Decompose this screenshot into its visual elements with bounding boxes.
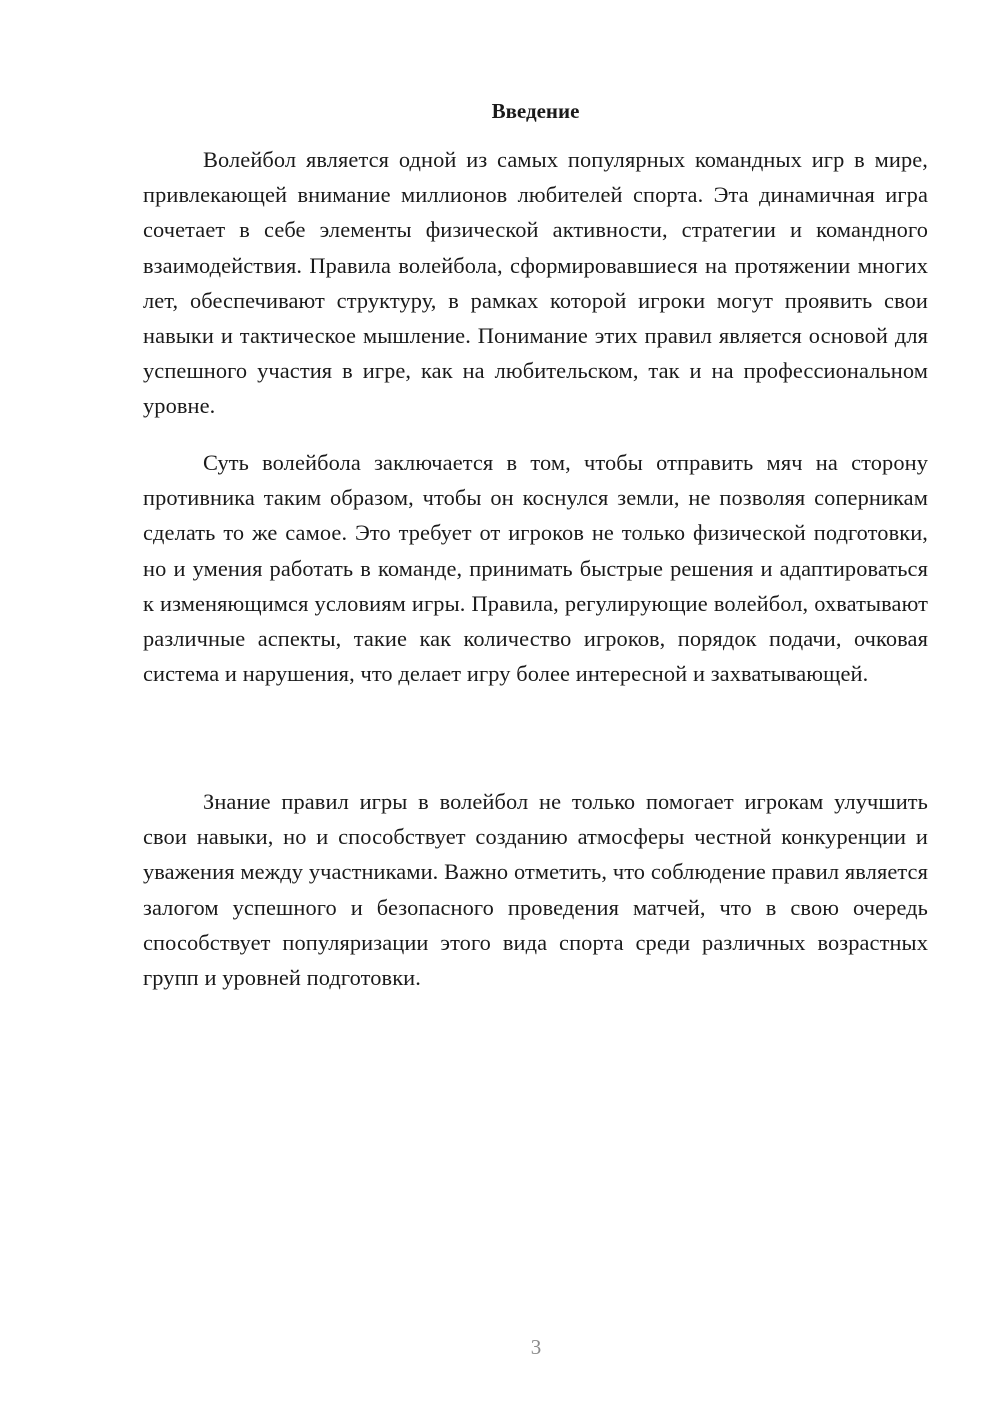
section-heading: Введение — [491, 99, 580, 123]
page-number: 3 — [530, 1335, 542, 1359]
paragraph-1: Волейбол является одной из самых популярных командных игр в мире, привлекающей внимание миллионов любителей спорта. Эта динамичная игра сочетает в себе элементы физической активности, стратегии и командного взаимодействия. Правила волейбола, сформировавшиеся на протяжении многих лет, обеспечивают структуру, в рамках которой игроки могут проявить свои навыки и тактическое мышление. Понимание этих правил является основой для успешного участия в игре, как на любительском, так и на профессиональном уровне. — [143, 147, 928, 419]
paragraph-2: Суть волейбола заключается в том, чтобы отправить мяч на сторону противника таким образом, чтобы он коснулся земли, не позволяя соперникам сделать то же самое. Это требует от игроков не только физической подготовки, но и умения работать в команде, принимать быстрые решения и адаптироваться к изменяющимся условиям игры. Правила, регулирующие волейбол, охватывают различные аспекты, такие как количество игроков, порядок подачи, очковая система и нарушения, что делает игру более интересной и захватывающей. — [143, 450, 928, 687]
paragraph-3: Знание правил игры в волейбол не только помогает игрокам улучшить свои навыки, но и способствует созданию атмосферы честной конкуренции и уважения между участниками. Важно отметить, что соблюдение правил является залогом успешного и безопасного проведения матчей, что в свою очередь способствует популяризации этого вида спорта среди различных возрастных групп и уровней подготовки. — [143, 789, 928, 991]
